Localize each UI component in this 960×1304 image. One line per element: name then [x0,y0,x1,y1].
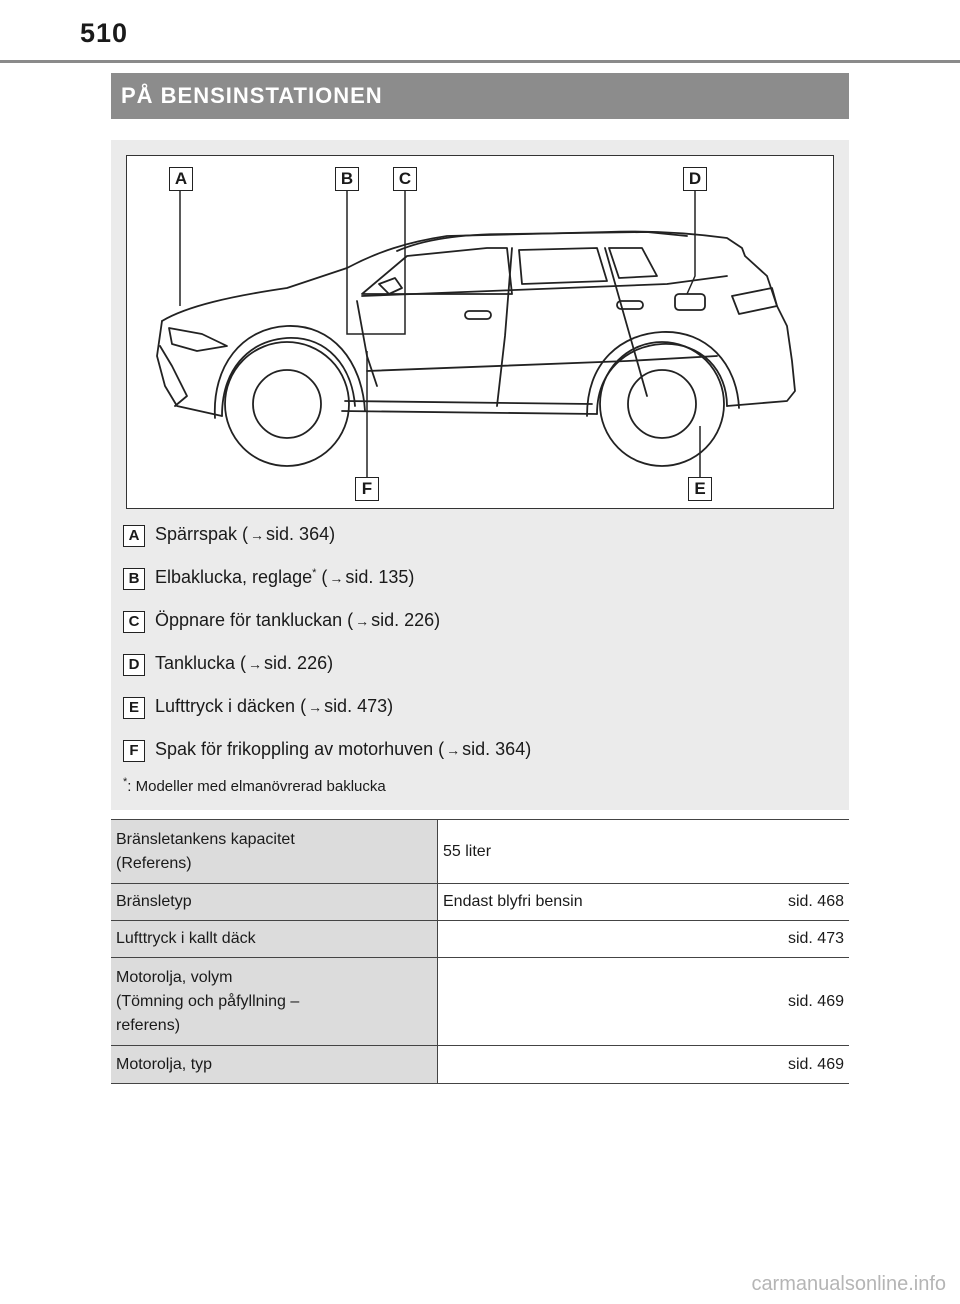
table-row [111,958,849,1046]
table-ref: sid. 469 [787,992,844,1010]
legend-marker: E [123,697,145,719]
arrow-right-icon: → [250,527,265,543]
legend-text: Tanklucka ( [155,653,247,673]
legend-marker: F [123,740,145,762]
fuel-spec-table [111,819,849,1084]
footnote-mark: * [123,776,128,788]
callout-f: F [355,477,379,501]
arrow-right-icon: → [355,613,370,629]
legend-ref: sid. 364) [266,524,336,544]
arrow-right-icon: → [329,570,344,586]
table-value: 55 liter [438,820,850,884]
legend-ref: sid. 226) [371,610,441,630]
callout-e: E [688,477,712,501]
table-label: Lufttryck i kallt däck [111,921,438,958]
legend-text: Elbaklucka, reglage [155,567,313,587]
callout-a: A [169,167,193,191]
callout-b: B [335,167,359,191]
legend-ref: sid. 226) [264,653,334,673]
legend-item-c [123,609,833,652]
table-value: Endast blyfri bensin sid. 468 [438,884,850,921]
legend-text: Lufttryck i däcken ( [155,696,307,716]
footnote-mark: * [312,567,317,579]
legend-ref: sid. 135) [345,567,415,587]
legend-item-d [123,652,833,695]
legend-item-f [123,738,833,781]
legend-ref: sid. 473) [324,696,394,716]
table-ref: sid. 468 [787,893,844,910]
table-ref: sid. 469 [787,1055,844,1073]
diagram-panel [111,140,849,810]
page-number: 510 [80,18,129,48]
table-row [111,820,849,884]
legend-text: Spärrspak ( [155,524,249,544]
footnote [123,776,386,795]
legend-marker: A [123,525,145,547]
car-side-view-drawing [127,156,835,510]
legend-list [123,523,833,781]
table-value [438,921,850,958]
legend-item-a [123,523,833,566]
table-row [111,1046,849,1084]
table-label: Bränsletyp [111,884,438,921]
arrow-right-icon: → [308,699,323,715]
legend-text: Öppnare för tankluckan ( [155,610,354,630]
table-label: Bränsletankens kapacitet (Referens) [111,820,438,884]
arrow-right-icon: → [248,656,263,672]
watermark: carmanualsonline.info [751,1273,946,1295]
table-label: Motorolja, volym (Tömning och påfyllning – referens) [111,958,438,1046]
table-ref: sid. 473 [787,930,844,947]
car-illustration [126,155,834,509]
legend-marker: B [123,568,145,590]
callout-c: C [393,167,417,191]
legend-marker: D [123,654,145,676]
table-row [111,884,849,921]
legend-item-b [123,566,833,609]
legend-text: Spak för frikoppling av motorhuven ( [155,739,445,759]
table-value [438,1046,850,1084]
legend-ref: sid. 364) [462,739,532,759]
arrow-right-icon: → [446,742,461,758]
legend-item-e [123,695,833,738]
legend-marker: C [123,611,145,633]
callout-d: D [683,167,707,191]
table-row [111,921,849,958]
table-value [438,958,850,1046]
header-rule [0,60,960,63]
section-title: PÅ BENSINSTATIONEN [111,73,849,119]
table-label: Motorolja, typ [111,1046,438,1084]
footnote-text: : Modeller med elmanövrerad baklucka [127,778,386,795]
legend-text-cont: ( [316,567,328,587]
